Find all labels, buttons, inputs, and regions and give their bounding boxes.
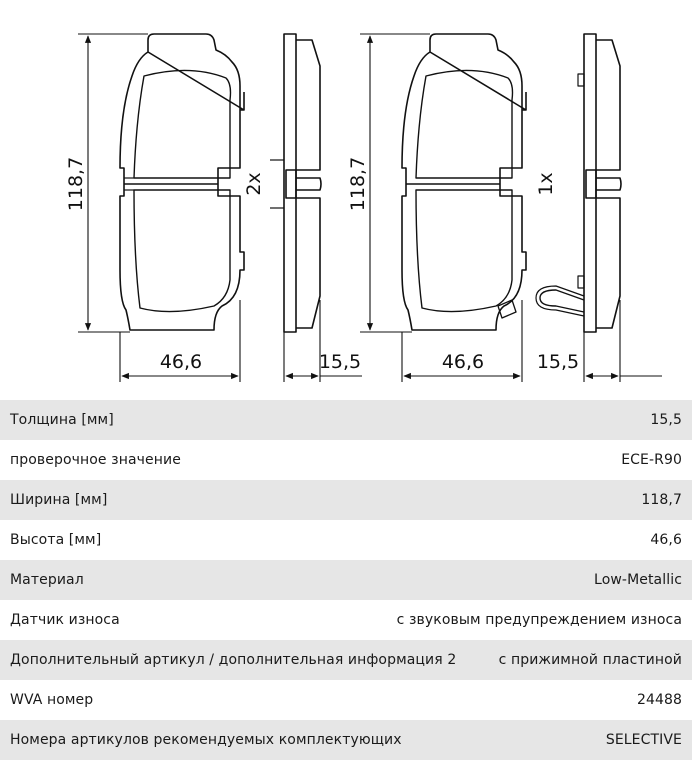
- spec-row-additional-info: [0, 640, 692, 680]
- spec-value: ECE-R90: [621, 452, 682, 468]
- spec-label: Датчик износа: [10, 612, 120, 628]
- right-thickness-dimension: 15,5: [536, 351, 580, 373]
- spec-label: Высота [мм]: [10, 532, 102, 548]
- spec-label: Номера артикулов рекомендуемых комплектующих: [10, 732, 402, 748]
- spec-row-width: [0, 480, 692, 520]
- spec-label: проверочное значение: [10, 452, 181, 468]
- spec-row-height: [0, 520, 692, 560]
- right-height-dimension: 118,7: [347, 156, 369, 212]
- spec-row-wva-number: [0, 680, 692, 720]
- spec-row-wear-sensor: [0, 600, 692, 640]
- left-pad-front-view: [120, 34, 244, 330]
- spec-value: Low-Metallic: [594, 572, 682, 588]
- spec-row-material: [0, 560, 692, 600]
- spec-label: Дополнительный артикул / дополнительная информация 2: [10, 652, 457, 668]
- spec-label: Толщина [мм]: [10, 412, 114, 428]
- spec-value: 118,7: [641, 492, 682, 508]
- spec-value: SELECTIVE: [605, 732, 682, 748]
- right-width-dimension: 46,6: [441, 351, 485, 373]
- left-height-dimension: 118,7: [65, 156, 87, 212]
- spec-value: с звуковым предупреждением износа: [396, 612, 682, 628]
- left-pad-side-view: [270, 34, 321, 332]
- specification-table: [0, 400, 692, 760]
- left-width-dimension: 46,6: [159, 351, 203, 373]
- right-quantity-label: 1x: [535, 172, 557, 196]
- spec-row-thickness: [0, 400, 692, 440]
- spec-label: WVA номер: [10, 692, 94, 708]
- left-quantity-label: 2x: [243, 172, 265, 196]
- spec-row-test-value: [0, 440, 692, 480]
- spec-value: 15,5: [650, 412, 682, 428]
- spec-value: 24488: [636, 692, 682, 708]
- right-pad-front-view: [402, 34, 526, 330]
- spec-value: 46,6: [650, 532, 682, 548]
- left-thickness-dimension: 15,5: [318, 351, 362, 373]
- spec-label: Материал: [10, 572, 84, 588]
- spec-label: Ширина [мм]: [10, 492, 108, 508]
- spec-value: с прижимной пластиной: [498, 652, 682, 668]
- spec-row-recommended-accessories: [0, 720, 692, 760]
